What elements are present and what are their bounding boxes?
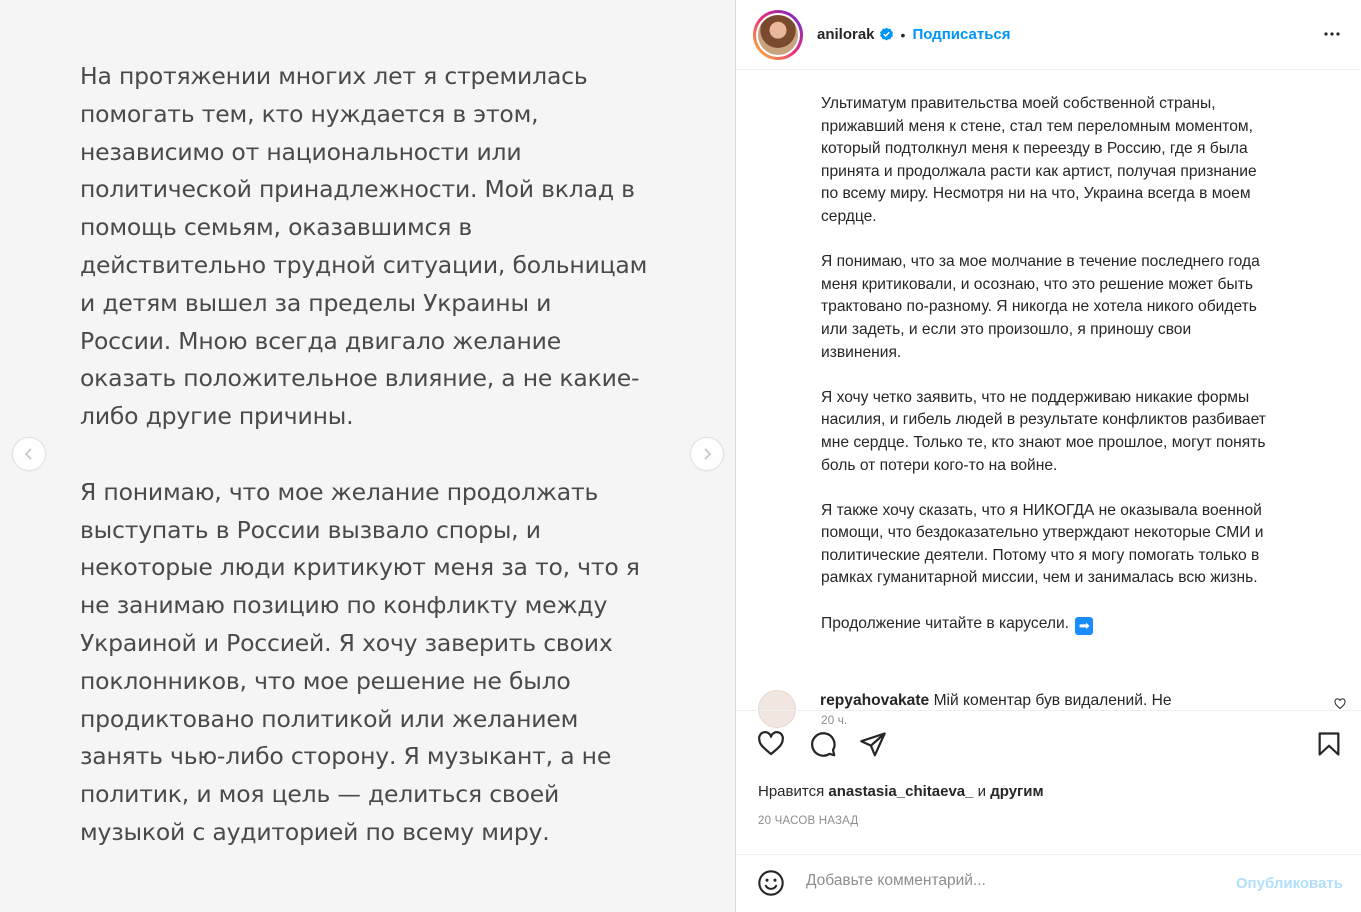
carousel-prev-button[interactable] [13,438,45,470]
chevron-left-icon [23,448,35,460]
caption-paragraph-2: Я понимаю, что за мое молчание в течение последнего года меня критиковали, и осознаю, что это решение может быть трактовано по-разному. Я никогда не хотела никого обидеть или задеть, и если это произошло, я приношу свои извинения. [821,253,1260,361]
post-sidebar [735,0,1360,912]
post-actions [736,710,1361,862]
image-paragraph-1: На протяжении многих лет я стремилась помогать тем, кто нуждается в этом, независимо от национальности или политической принадлежности. Мой вклад в помощь семьям, оказавшимся в действительно трудной ситуации, больницам и детям вышел за пределы Украины и России. Мною всегда двигало желание оказать положительное влияние, а не какие- либо другие причины. [80,62,648,431]
caption-paragraph-3: Я хочу четко заявить, что не поддерживаю никакие формы насилия, и гибель людей в результате конфликтов разбивает мне сердце. Только те, кто знают мое прошлое, могут понять боль от потери кого-то на войне. [821,388,1266,474]
avatar-photo [758,15,798,55]
comment-text [820,692,1172,710]
share-button[interactable] [858,729,888,759]
like-button[interactable] [756,729,786,759]
image-paragraph-2: Я понимаю, что мое желание продолжать выступать в России вызвало споры, и некоторые люди критикуют меня за то, что я не занимаю позицию по конфликту между Украиной и Россией. Я хочу заверить своих поклонников, что мое решение не было продиктовано политикой или желанием занять чью-либо сторону. Я музыкант, а не политик, и моя цель — делиться своей музыкой с аудиторией по всему миру. [80,477,640,846]
likes-summary [758,783,1044,800]
post-caption [821,93,1331,635]
likes-prefix: Нравится [758,783,825,800]
follow-button[interactable]: Подписаться [912,26,1011,43]
username-link[interactable]: anilorak [817,26,875,43]
caption-continue [821,613,1331,636]
comments-area[interactable] [736,70,1360,727]
more-icon [1320,22,1344,46]
chevron-right-icon [701,448,713,460]
comment-body: Мій коментар був видалений. Не [933,692,1172,709]
separator-dot: • [900,26,906,43]
comment-like-icon[interactable] [1334,698,1346,710]
publish-button[interactable]: Опубликовать [1235,875,1343,892]
caption-continue-text: Продолжение читайте в карусели. [821,614,1069,632]
more-options-button[interactable] [1320,22,1344,46]
caption-time[interactable]: 20 ч. [821,713,848,727]
avatar[interactable] [753,10,803,60]
comment-button[interactable] [808,729,838,759]
post-timestamp[interactable]: 20 ЧАСОВ НАЗАД [758,815,859,827]
likes-middle: и [977,783,987,800]
caption-paragraph-4: Я также хочу сказать, что я НИКОГДА не оказывала военной помощи, что бездоказательно утверждают некоторые СМИ и политические деятели. Потому что я могу помогать только в рамках гуманитарной миссии, чем и занималась всю жизнь. [821,501,1264,587]
post-header [736,0,1360,70]
comment-input[interactable] [806,872,1206,890]
comment-item [756,686,1346,710]
right-arrow-emoji-icon: ➡ [1075,617,1093,635]
share-icon [859,730,887,758]
likes-others-link[interactable]: другим [990,783,1044,800]
emoji-icon[interactable] [757,869,785,897]
bookmark-icon [1315,730,1343,758]
likes-user-link[interactable]: anastasia_chitaeva_ [828,783,974,800]
post-image-text [80,58,670,852]
heart-icon [757,730,785,758]
add-comment-form [736,854,1361,912]
verified-icon [879,27,894,42]
comment-username[interactable]: repyahovakate [820,692,930,709]
carousel-next-button[interactable] [691,438,723,470]
comment-icon [809,730,837,758]
caption-paragraph-1: Ультиматум правительства моей собственной страны, прижавший меня к стене, стал тем переломным моментом, который подтолкнул меня к переезду в Россию, где я была принята и продолжала расти как артист, получая признание по всему миру. Несмотря ни на что, Украина всегда в моем сердце. [821,95,1257,225]
save-button[interactable] [1314,729,1344,759]
